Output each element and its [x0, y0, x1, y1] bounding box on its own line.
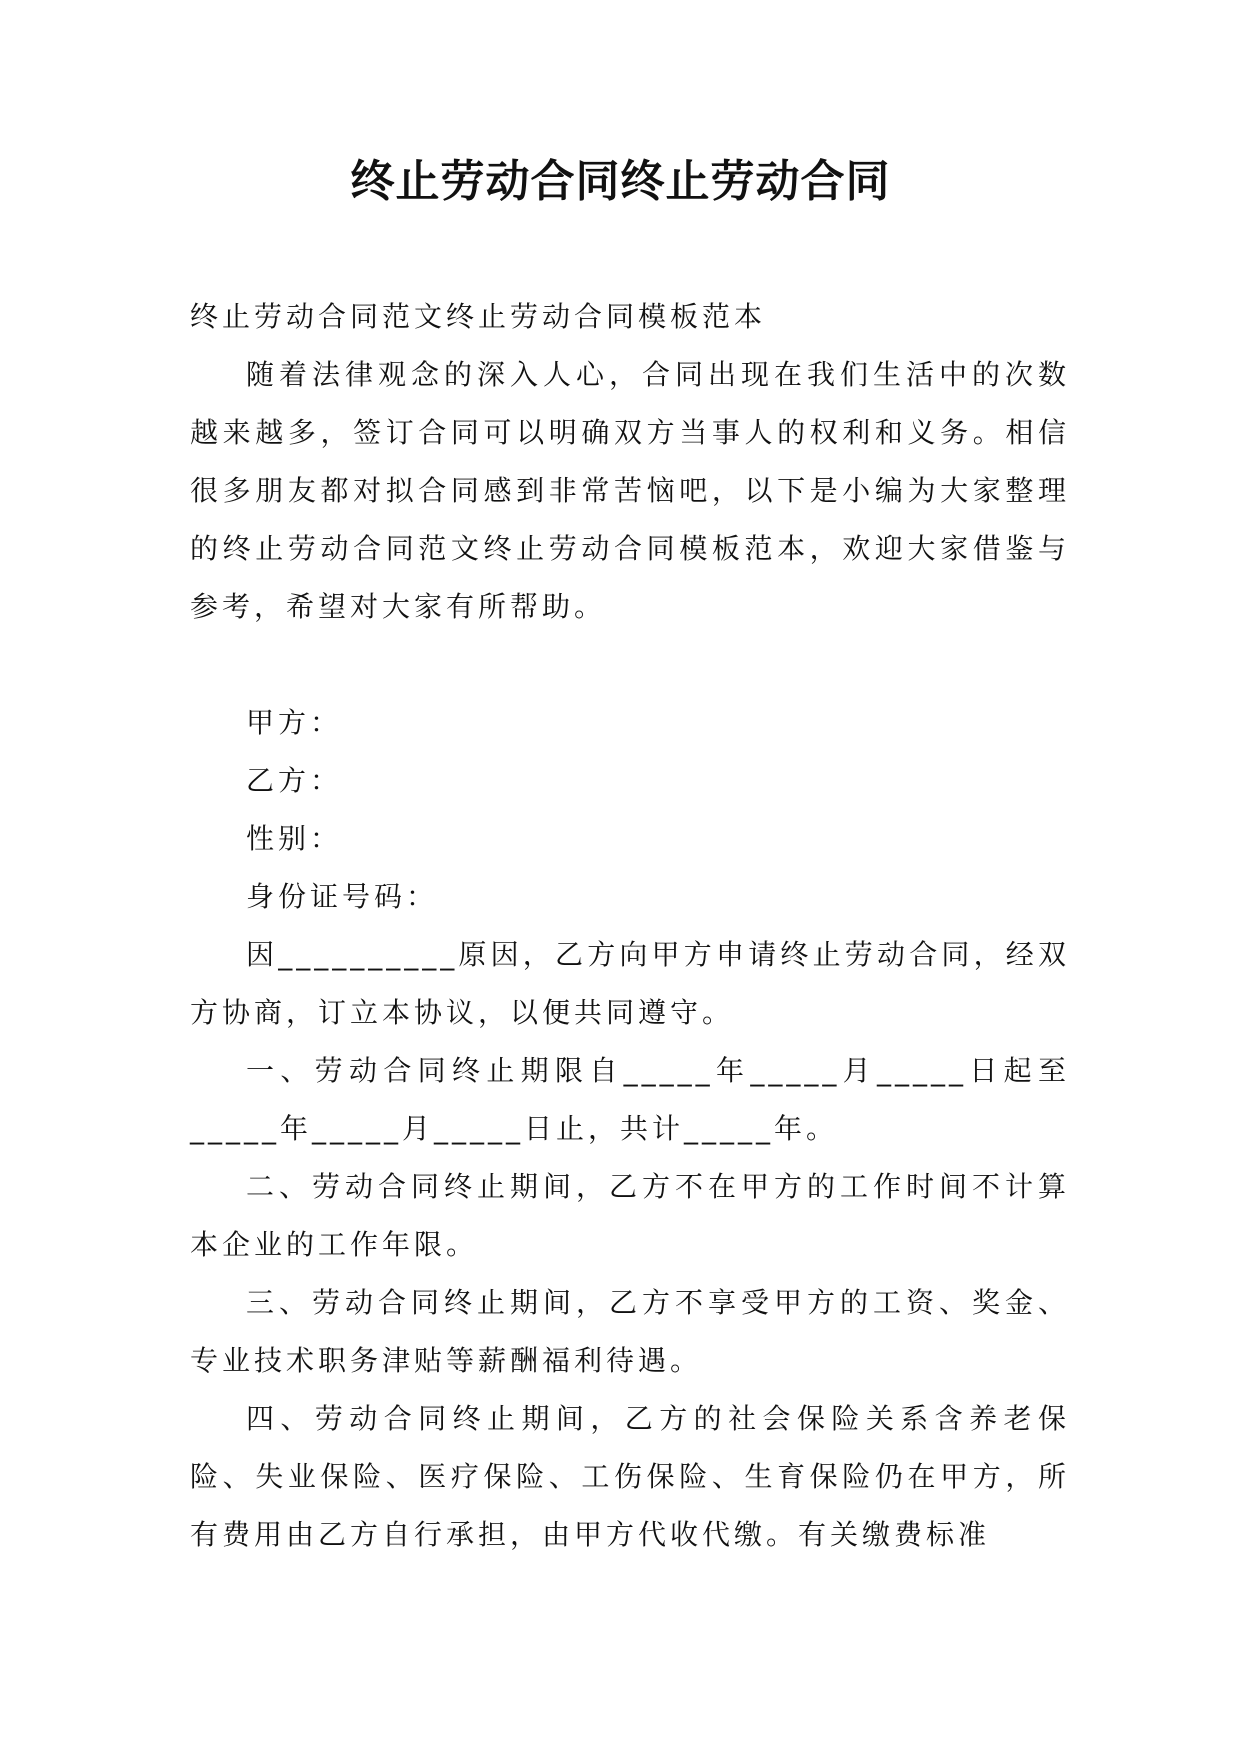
document-body — [190, 288, 1070, 1564]
document-subtitle: 终止劳动合同范文终止劳动合同模板范本 — [190, 300, 767, 333]
clause-2: 二、劳动合同终止期间，乙方不在甲方的工作时间不计算本企业的工作年限。 — [190, 1170, 1070, 1261]
gender-field: 性别： — [246, 822, 343, 855]
clause-4: 四、劳动合同终止期间，乙方的社会保险关系含养老保险、失业保险、医疗保险、工伤保险、生育保险仍在甲方，所有费用由乙方自行承担，由甲方代收代缴。有关缴费标准 — [190, 1402, 1070, 1551]
id-number-field: 身份证号码： — [246, 880, 439, 913]
intro-paragraph: 随着法律观念的深入人心，合同出现在我们生活中的次数越来越多，签订合同可以明确双方当事人的权利和义务。相信很多朋友都对拟合同感到非常苦恼吧，以下是小编为大家整理的终止劳动合同范文终止劳动合同模板范本，欢迎大家借鉴与参考，希望对大家有所帮助。 — [190, 358, 1070, 623]
document-title: 终止劳动合同终止劳动合同 — [350, 156, 891, 207]
reason-paragraph: 因__________原因，乙方向甲方申请终止劳动合同，经双方协商，订立本协议，以便共同遵守。 — [190, 938, 1070, 1029]
clause-1: 一、劳动合同终止期限自_____年_____月_____日起至_____年_____月_____日止，共计_____年。 — [190, 1054, 1070, 1145]
party-b-field: 乙方： — [246, 764, 343, 797]
paragraph-spacer — [190, 636, 1070, 694]
clause-3: 三、劳动合同终止期间，乙方不享受甲方的工资、奖金、专业技术职务津贴等薪酬福利待遇。 — [190, 1286, 1070, 1377]
party-a-field: 甲方： — [246, 706, 343, 739]
